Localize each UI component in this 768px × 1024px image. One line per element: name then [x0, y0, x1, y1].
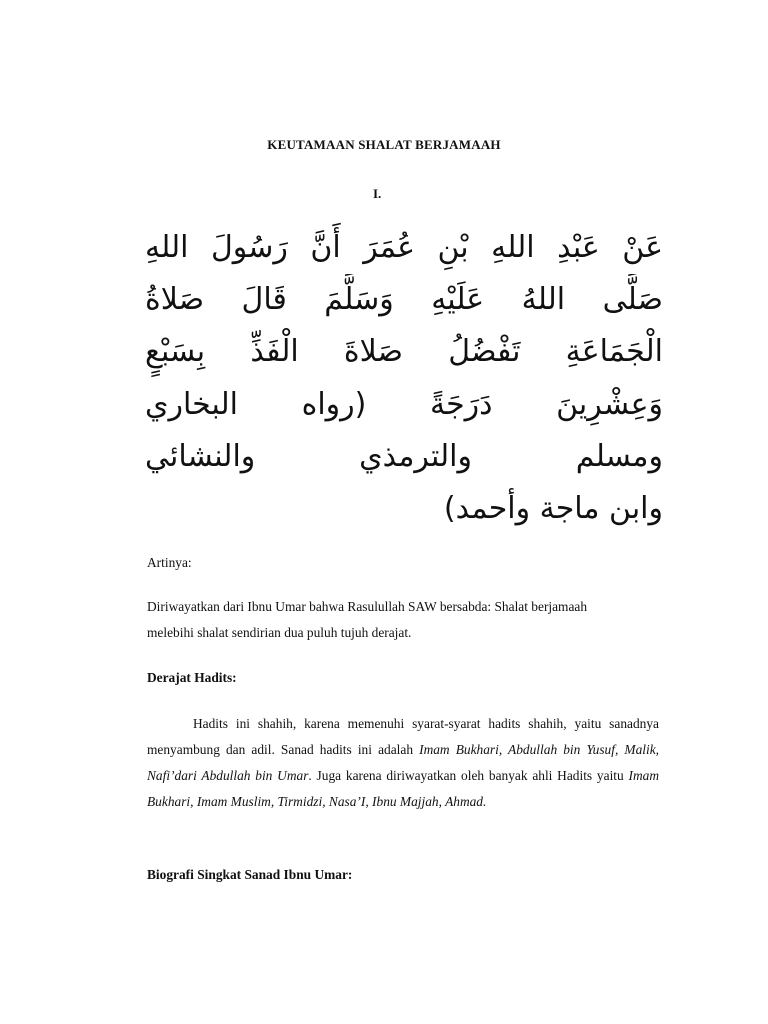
translation-paragraph — [147, 594, 659, 646]
arabic-line: صَلَّى اللهُ عَلَيْهِ وَسَلَّمَ قَالَ صَلاةُ — [145, 282, 663, 318]
hadith-arabic-text — [145, 222, 663, 535]
arabic-line: وابن ماجة وأحمد) — [443, 490, 663, 526]
derajat-heading: Derajat Hadits: — [147, 670, 237, 685]
arabic-line: ومسلم والترمذي والنشائي — [145, 438, 663, 474]
artinya-label: Artinya: — [147, 555, 192, 570]
arabic-line: الْجَمَاعَةِ تَفْضُلُ صَلاةَ الْفَذِّ بِسَبْعٍ — [145, 334, 663, 370]
section-number: I. — [373, 186, 382, 201]
page-title: KEUTAMAAN SHALAT BERJAMAAH — [267, 137, 501, 152]
derajat-text: Hadits ini shahih, karena memenuhi syarat-syarat hadits shahih, yaitu sanadnya menyambung dan adil. Sanad hadits ini adalah — [147, 716, 659, 757]
arabic-line: وَعِشْرِينَ دَرَجَةً (رواه البخاري — [145, 386, 663, 422]
derajat-text: . Juga karena diriwayatkan oleh banyak ahli Hadits yaitu — [308, 768, 629, 783]
derajat-paragraph — [147, 711, 659, 815]
translation-line: melebihi shalat sendirian dua puluh tujuh derajat. — [147, 625, 412, 640]
translation-line: Diriwayatkan dari Ibnu Umar bahwa Rasulullah SAW bersabda: Shalat berjamaah — [147, 599, 588, 614]
biografi-heading: Biografi Singkat Sanad Ibnu Umar: — [147, 867, 353, 882]
sanad-list: Imam Bukhari, Abdullah bin Yusuf, Malik, Nafi’dari Abdullah bin Umar — [147, 742, 660, 783]
arabic-line: عَنْ عَبْدِ اللهِ بْنِ عُمَرَ أَنَّ رَسُولَ اللهِ — [145, 230, 663, 265]
narrators-list: Imam Bukhari, Imam Muslim, Tirmidzi, Nasa’I, Ibnu Majjah, Ahmad. — [147, 768, 659, 809]
